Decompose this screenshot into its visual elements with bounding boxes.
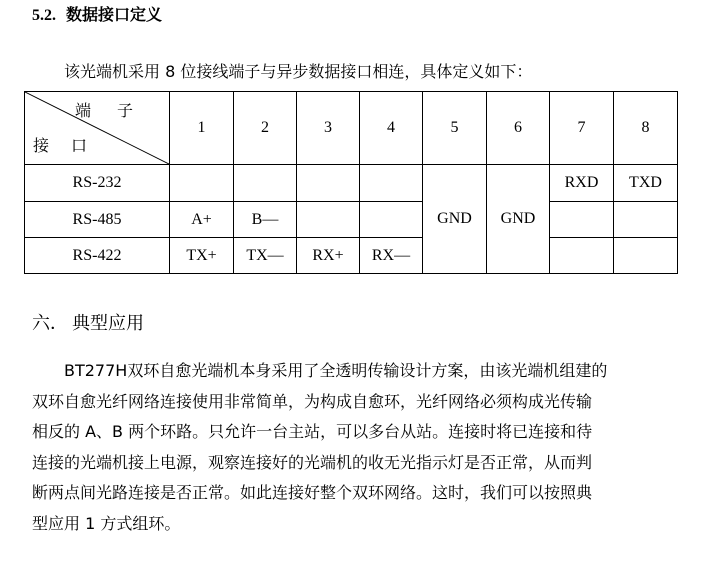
paragraph-line: 连接的光端机接上电源，观察连接好的光端机的收无光指示灯是否正常，从而判 (32, 452, 593, 472)
table-cell: RX+ (297, 238, 360, 274)
pin-header: 1 (170, 92, 234, 165)
table-row (25, 165, 678, 202)
intro-text: 该光端机采用 8 位接线端子与异步数据接口相连，具体定义如下： (64, 62, 533, 81)
pin-header: 6 (487, 92, 550, 165)
table-corner-cell (25, 92, 170, 165)
table-row (25, 238, 678, 274)
table-cell (297, 202, 360, 238)
corner-label-interface: 接口 (33, 136, 110, 155)
table-header-row (25, 92, 678, 165)
chapter-heading (32, 311, 144, 337)
pin-header: 3 (297, 92, 360, 165)
pin-header: 4 (360, 92, 423, 165)
table-cell: A+ (170, 202, 234, 238)
chapter-title: 典型应用 (72, 313, 144, 334)
table-cell: TX— (234, 238, 297, 274)
table-cell (170, 165, 234, 202)
paragraph-line: 相反的 A、B 两个环路。只允许一台主站，可以多台从站。连接时将已连接和待 (32, 422, 593, 442)
table-cell (234, 165, 297, 202)
chapter-number: 六． (32, 313, 68, 334)
interface-name: RS-232 (25, 165, 170, 202)
section-heading (32, 4, 162, 27)
section-number: 5.2. (32, 7, 56, 24)
table-cell (550, 202, 614, 238)
gnd-cell-pin5: GND (423, 165, 487, 274)
table-cell (614, 238, 678, 274)
body-paragraph (32, 356, 672, 540)
table-cell: TX+ (170, 238, 234, 274)
section-title: 数据接口定义 (66, 5, 163, 24)
table-cell (550, 238, 614, 274)
table-cell: TXD (614, 165, 678, 202)
table-cell (614, 202, 678, 238)
table-cell: RX— (360, 238, 423, 274)
paragraph-line: BT277H双环自愈光端机本身采用了全透明传输设计方案，由该光端机组建的 (64, 361, 608, 380)
table-cell (297, 165, 360, 202)
pin-definition-table (24, 91, 678, 274)
pin-header: 5 (423, 92, 487, 165)
corner-label-pins: 端子 (74, 101, 159, 120)
table-cell (360, 202, 423, 238)
paragraph-line: 双环自愈光纤网络连接使用非常简单，为构成自愈环，光纤网络必须构成光传输 (32, 391, 593, 411)
pin-header: 7 (550, 92, 614, 165)
table-cell (360, 165, 423, 202)
paragraph-line: 型应用 1 方式组环。 (32, 513, 181, 533)
interface-name: RS-422 (25, 238, 170, 274)
pin-header: 8 (614, 92, 678, 165)
table-row (25, 202, 678, 238)
table-cell: B— (234, 202, 297, 238)
paragraph-line: 断两点间光路连接是否正常。如此连接好整个双环网络。这时，我们可以按照典 (32, 483, 593, 503)
gnd-cell-pin6: GND (487, 165, 550, 274)
interface-name: RS-485 (25, 202, 170, 238)
table-cell: RXD (550, 165, 614, 202)
pin-header: 2 (234, 92, 297, 165)
